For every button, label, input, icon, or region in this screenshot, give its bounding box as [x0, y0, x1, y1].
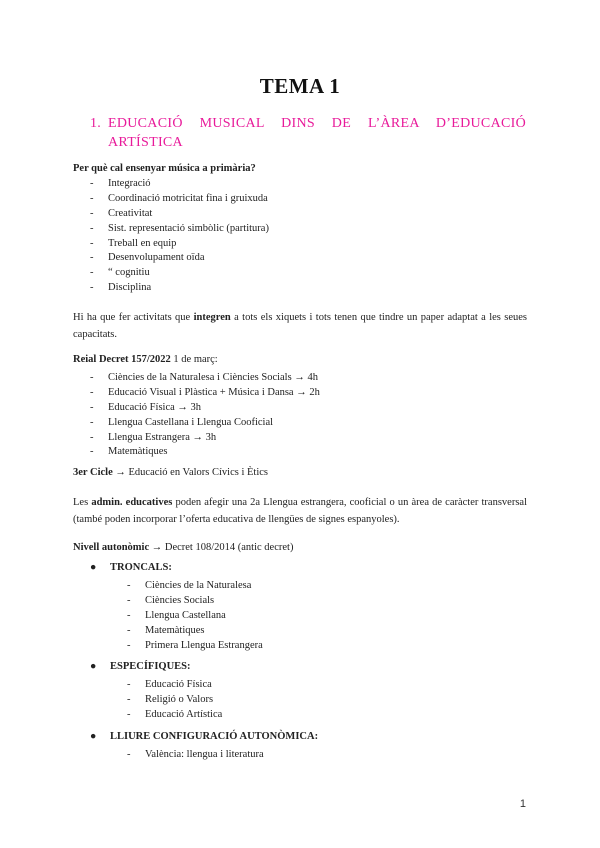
- lliure-list: [127, 748, 264, 763]
- decree-name: Reial Decret 157/2022: [73, 354, 171, 365]
- admin-text-bold: admin. educatives: [91, 497, 173, 508]
- list-item: - “ cognitiu: [90, 266, 269, 281]
- group-label: LLIURE CONFIGURACIÓ AUTONÒMICA:: [110, 731, 319, 742]
- list-item: - Llengua Castellana i Llengua Cooficial: [90, 416, 320, 431]
- list-item: - Matemàtiques: [127, 624, 263, 639]
- list-item: - Disciplina: [90, 281, 269, 296]
- list-item: - Matemàtiques: [90, 445, 320, 460]
- list-item: - Treball en equip: [90, 237, 269, 252]
- activities-text-pre: Hi ha que fer activitats que: [73, 312, 191, 323]
- decree-line: [73, 353, 218, 367]
- section-title-line-2: ARTÍSTICA: [108, 135, 183, 150]
- list-item: - Desenvolupament oïda: [90, 251, 269, 266]
- list-item: - Primera Llengua Estrangera: [127, 639, 263, 654]
- list-item: - València: llengua i literatura: [127, 748, 264, 763]
- activities-text-bold: integren: [193, 312, 231, 323]
- group-label: TRONCALS:: [110, 562, 172, 573]
- list-item: - Integració: [90, 177, 269, 192]
- section-title-line-1: EDUCACIÓ MUSICAL DINS DE L’ÀREA D’EDUCACIÓ: [108, 116, 526, 131]
- list-item: - Ciències de la Naturalesa i Ciències Socials → 4h: [90, 371, 320, 386]
- bullet-icon: ●: [90, 731, 97, 742]
- page-number: 1: [519, 798, 526, 810]
- list-item: - Ciències de la Naturalesa: [127, 579, 263, 594]
- bullet-icon: ●: [90, 562, 97, 573]
- troncals-list: [127, 579, 263, 653]
- list-item: - Educació Visual i Plàstica + Música i Dansa → 2h: [90, 386, 320, 401]
- activities-paragraph: [73, 309, 527, 343]
- list-item: - Llengua Castellana: [127, 609, 263, 624]
- section-heading: [90, 114, 526, 152]
- activities-text-post: a tots els xiquets i tots tenen que tindre un paper adaptat a les seues capacitats.: [73, 312, 528, 340]
- cycle-line: [73, 466, 268, 480]
- list-item: - Creativitat: [90, 207, 269, 222]
- list-item: - Coordinació motricitat fina i gruixuda: [90, 192, 269, 207]
- autonomic-value: → Decret 108/2014 (antic decret): [151, 542, 294, 553]
- decree-list: [90, 371, 320, 460]
- list-item: - Llengua Estrangera → 3h: [90, 431, 320, 446]
- list-item: - Sist. representació simbòlic (partitura): [90, 222, 269, 237]
- autonomic-line: [73, 541, 293, 555]
- cycle-label: 3er Cicle: [73, 467, 113, 478]
- decree-date: 1 de març:: [173, 354, 218, 365]
- admin-text-pre: Les: [73, 497, 89, 508]
- list-item: - Educació Física → 3h: [90, 401, 320, 416]
- why-list: [90, 177, 269, 296]
- cycle-value: → Educació en Valors Cívics i Ètics: [115, 467, 268, 478]
- admin-paragraph: [73, 494, 527, 528]
- bullet-icon: ●: [90, 661, 97, 672]
- list-item: - Educació Física: [127, 678, 222, 693]
- list-item: - Educació Artística: [127, 708, 222, 723]
- group-label: ESPECÍFIQUES:: [110, 661, 191, 672]
- list-item: - Ciències Socials: [127, 594, 263, 609]
- admin-text-post: poden afegir una 2a Llengua estrangera, cooficial o un àrea de caràcter transversal (també poden incorporar l’oferta educativa de llengües de signes espanyoles).: [73, 497, 527, 525]
- especifiques-list: [127, 678, 222, 723]
- why-question: Per què cal ensenyar música a primària?: [73, 163, 256, 174]
- page-title: TEMA 1: [259, 74, 341, 98]
- autonomic-label: Nivell autonòmic: [73, 542, 150, 553]
- section-number: 1.: [90, 116, 102, 131]
- list-item: - Religió o Valors: [127, 693, 222, 708]
